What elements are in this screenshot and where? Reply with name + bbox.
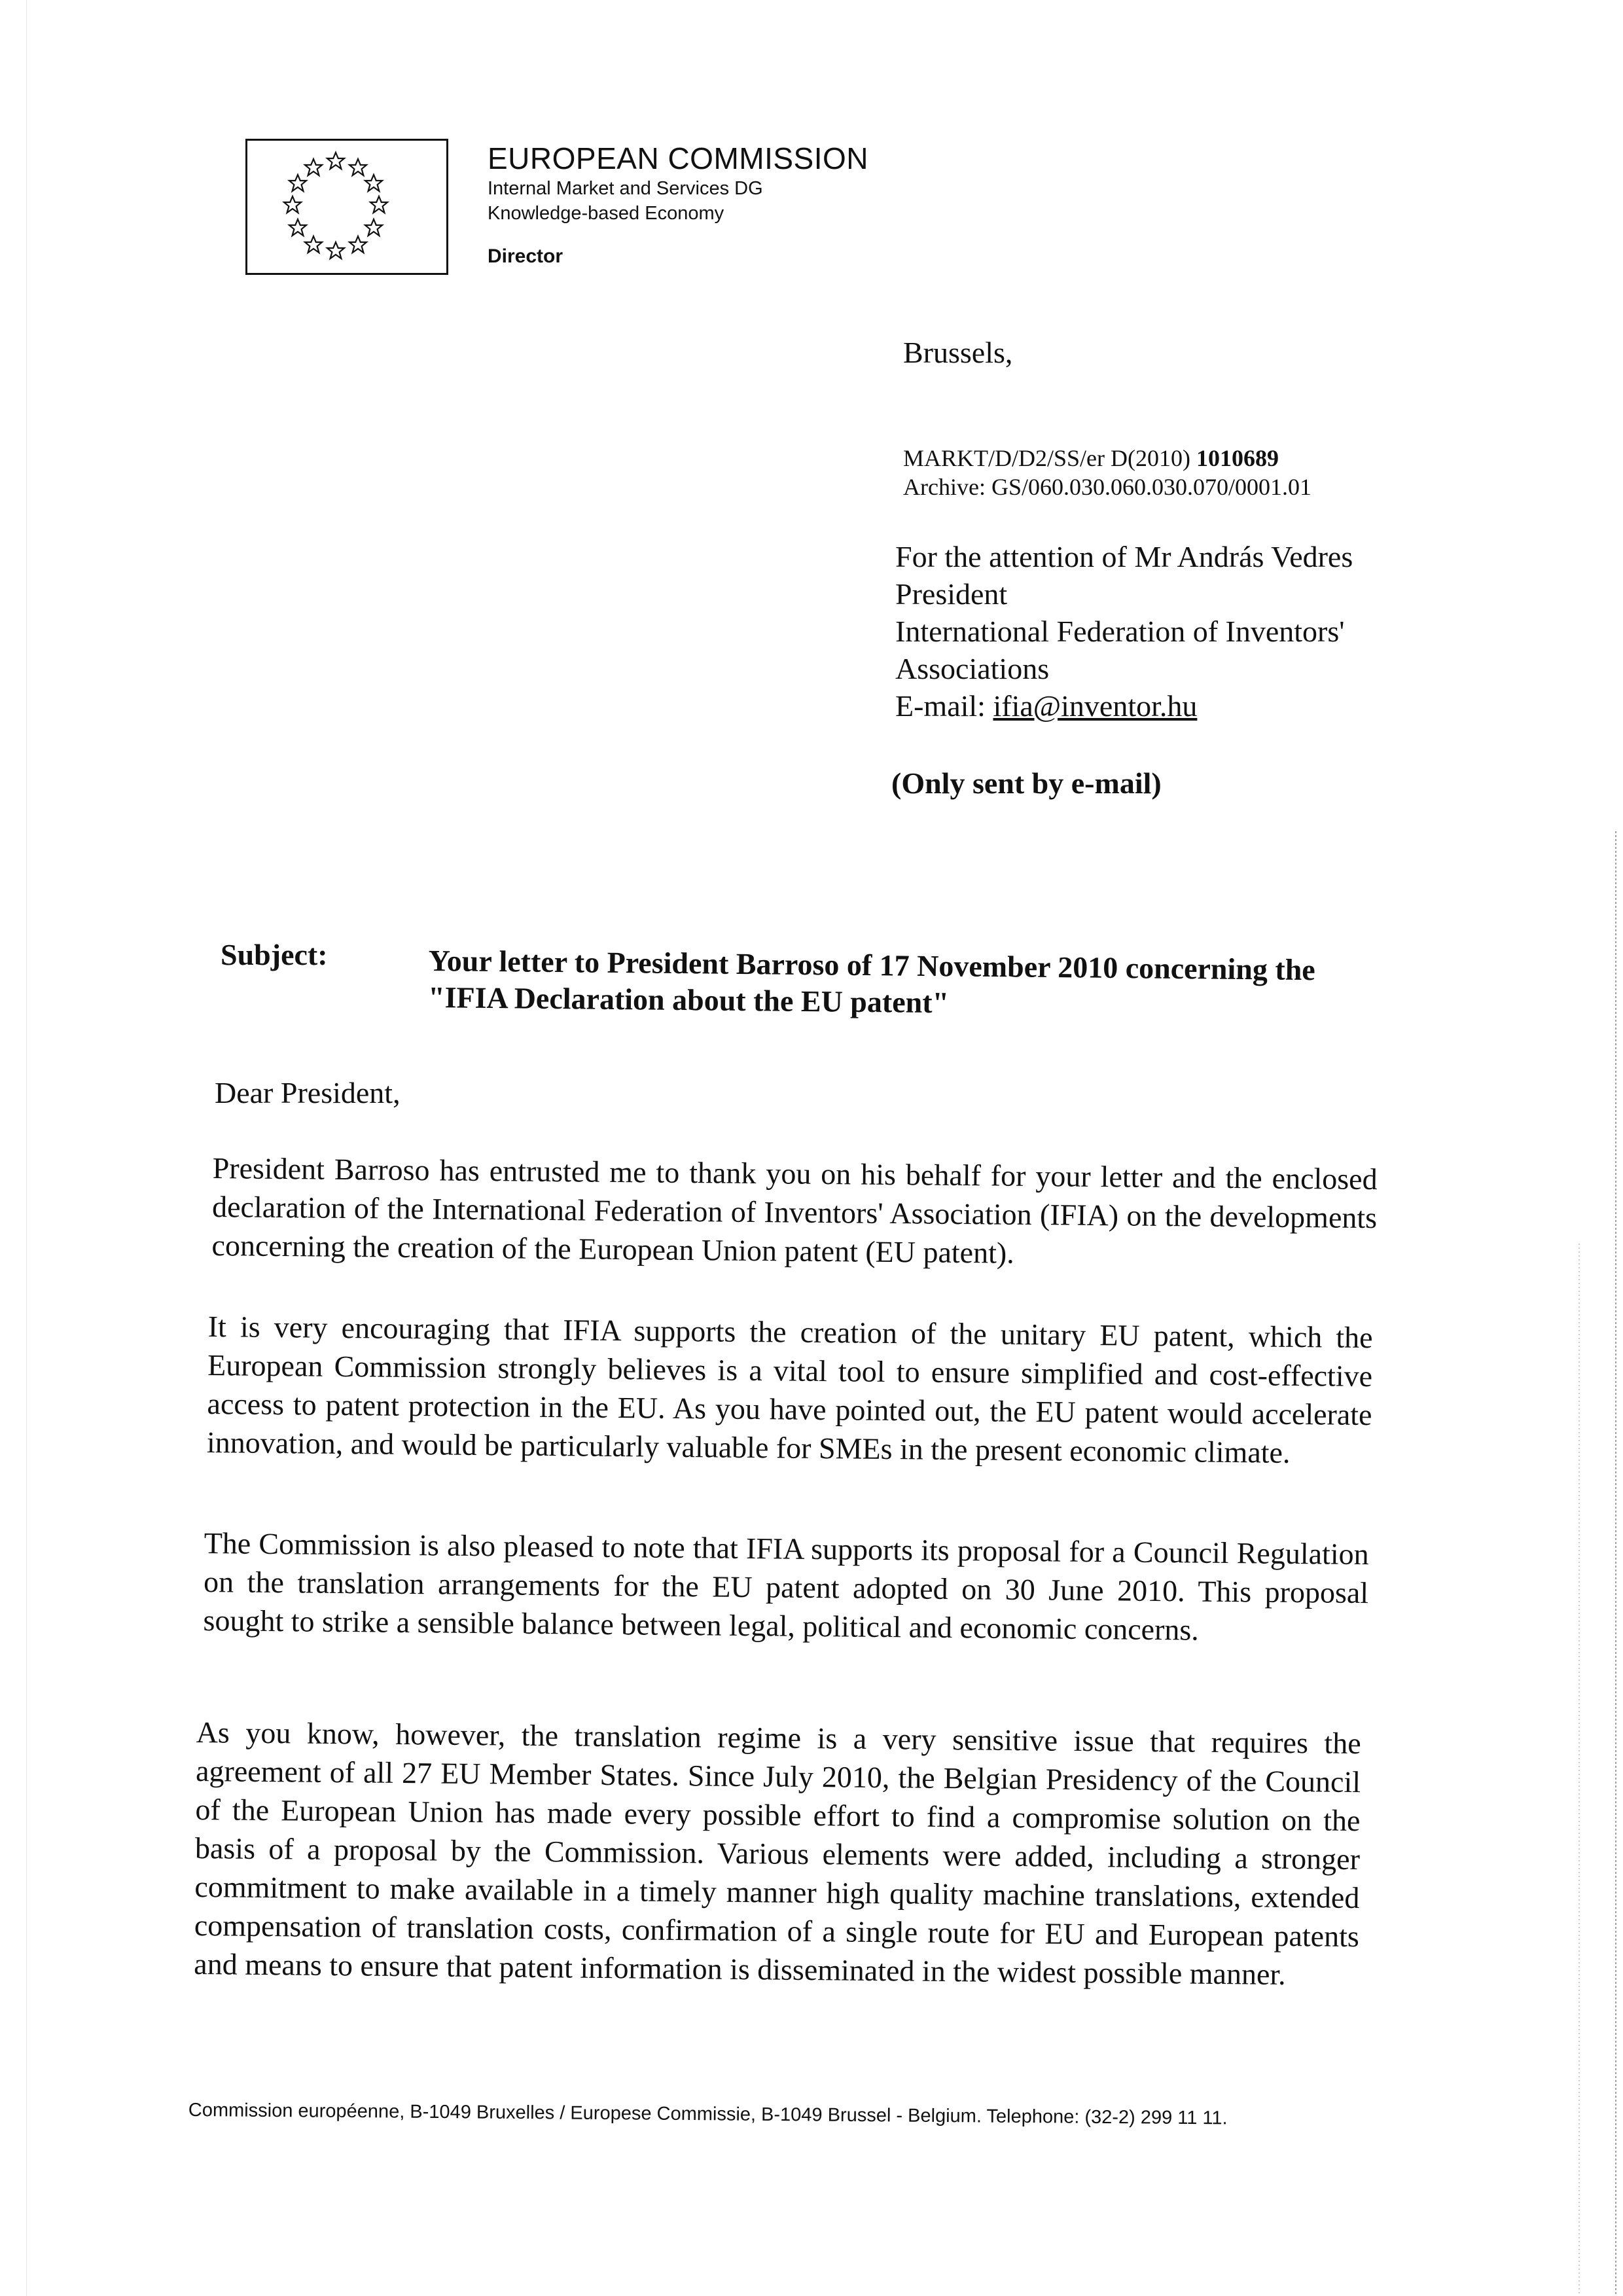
eu-flag-stars-icon <box>247 141 446 273</box>
scan-edge-right <box>1615 831 1616 2296</box>
scan-edge-left <box>26 0 27 2296</box>
sender-role: Director <box>488 245 563 267</box>
directorate-general: Internal Market and Services DG <box>488 178 763 199</box>
unit-name: Knowledge-based Economy <box>488 203 724 224</box>
eu-flag-logo <box>245 139 448 275</box>
recipient-attention: For the attention of Mr András Vedres <box>895 540 1353 573</box>
reference-number: 1010689 <box>1196 445 1279 471</box>
letterhead <box>488 141 868 268</box>
body-paragraph-4: As you know, however, the translation regime is a very sensitive issue that requires the agreement of all 27 EU Member States. Since July 2010, the Belgian Presidency of the Council of the European Union has made every possible effort to find a compromise solution on the basis of a proposal by the Commission. Various elements were added, including a stronger commitment to make available in a timely manner high quality machine translations, extended compensation of translation costs, confirmation of a single route for EU and European patents and means to ensure that patent information is disseminated in the widest possible manner. <box>194 1715 1361 1991</box>
archive-number: Archive: GS/060.030.060.030.070/0001.01 <box>903 474 1311 500</box>
scan-edge-right-inner <box>1578 1244 1580 2296</box>
reference-block <box>903 444 1311 501</box>
recipient-org-line1: International Federation of Inventors' <box>895 615 1345 648</box>
subject-label: Subject: <box>221 938 328 971</box>
reference-prefix: MARKT/D/D2/SS/er D(2010) <box>903 445 1190 471</box>
letter-place: Brussels, <box>903 336 1013 369</box>
recipient-title: President <box>895 577 1008 611</box>
email-label: E-mail: <box>895 689 986 723</box>
body-paragraph-3: The Commission is also pleased to note that IFIA supports its proposal for a Council Regulation on the translation arrangements for the EU patent adopted on 30 June 2010. This proposal sought to strike a sensible balance between legal, political and economic concerns. <box>203 1526 1369 1647</box>
body-paragraph-2: It is very encouraging that IFIA supports the creation of the unitary EU patent, which the European Commission strongly believes is a vital tool to ensure simplified and cost-effective access to patent protection in the EU. As you have pointed out, the EU patent would accelerate innovation, and would be particularly valuable for SMEs in the present economic climate. <box>206 1309 1373 1469</box>
recipient-address <box>895 538 1353 725</box>
organization-name: EUROPEAN COMMISSION <box>488 141 869 175</box>
recipient-org-line2: Associations <box>895 652 1050 685</box>
salutation: Dear President, <box>215 1076 401 1109</box>
page-footer-address: Commission européenne, B-1049 Bruxelles / Europese Commissie, B-1049 Brussel - Belgium. Telephone: (32-2) 299 11 11. <box>188 2100 1228 2129</box>
email-link[interactable]: ifia@inventor.hu <box>993 689 1198 723</box>
reference-line <box>903 444 1311 473</box>
subject-text: Your letter to President Barroso of 17 November 2010 concerning the "IFIA Declaration about the EU patent" <box>427 943 1315 1020</box>
body-paragraph-1: President Barroso has entrusted me to thank you on his behalf for your letter and the enclosed declaration of the International Federation of Inventors' Association (IFIA) on the developments concerning the creation of the European Union patent (EU patent). <box>211 1151 1378 1270</box>
delivery-note: (Only sent by e-mail) <box>891 766 1162 800</box>
recipient-email-line <box>895 687 1353 725</box>
